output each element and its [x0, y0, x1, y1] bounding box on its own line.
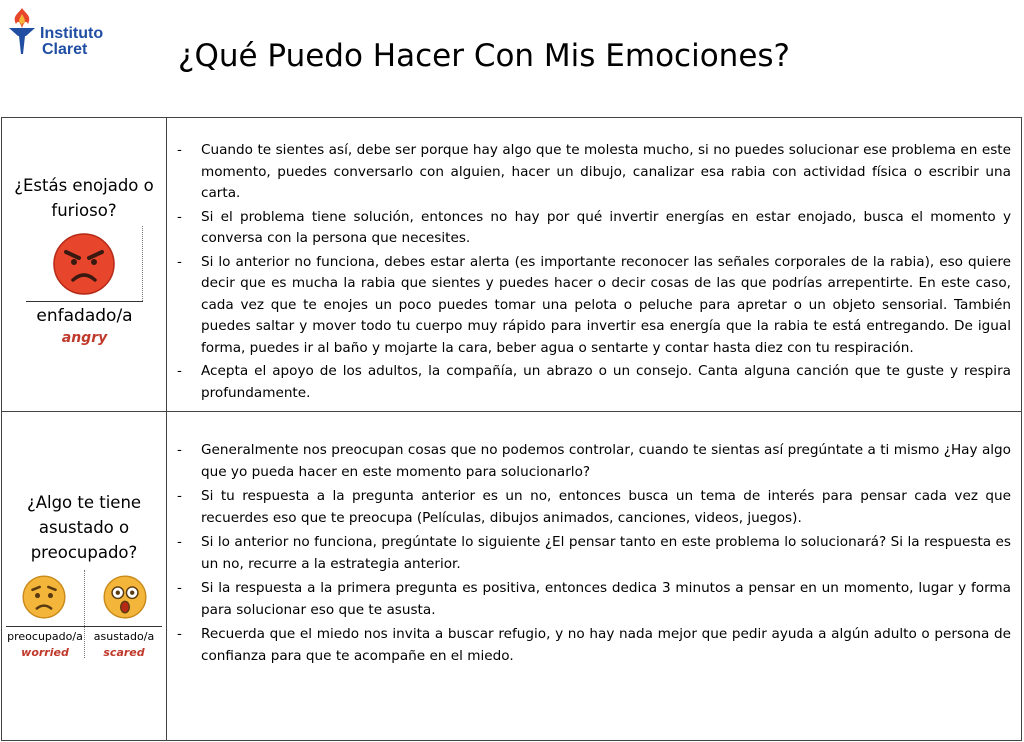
strategies-cell	[167, 412, 1021, 740]
scared-face-icon	[102, 574, 148, 620]
list-item: - Cuando te sientes así, debe ser porque hay algo que te molesta mucho, si no puedes solucionar ese problema en este momento, puedes conversarlo con alguien, hacer un dibujo, canalizar esa rabia con actividad física o escribir una carta.	[177, 140, 1011, 205]
emotion-cell	[2, 412, 167, 740]
emotion-question: ¿Estás enojado o furioso?	[14, 176, 154, 220]
list-item: - Acepta el apoyo de los adultos, la compañía, un abrazo o un consejo. Canta alguna canción que te guste y respira profundamente.	[177, 361, 1011, 404]
emotion-label-en: scared	[103, 646, 145, 659]
strategies-cell	[167, 118, 1021, 411]
logo-text-line1: Instituto	[40, 25, 104, 42]
page-title: ¿Qué Puedo Hacer Con Mis Emociones?	[178, 38, 790, 74]
list-item: - Si el problema tiene solución, entonces no hay por qué invertir energías en estar enojado, busca el momento y conversa con la persona que necesites.	[177, 207, 1011, 250]
emotions-table	[1, 117, 1022, 741]
list-item: - Generalmente nos preocupan cosas que no podemos controlar, cuando te sientas así pregúntate a ti mismo ¿Hay algo que yo pueda hacer en este momento para solucionarlo?	[177, 440, 1011, 483]
emotion-label-es: enfadado/a	[36, 306, 133, 326]
strategies-list	[177, 440, 1011, 670]
table-row	[2, 118, 1021, 412]
strategies-list	[177, 140, 1011, 406]
emotion-label-es: preocupado/a	[7, 630, 83, 643]
emotion-label-en: angry	[61, 330, 108, 346]
worried-face-icon	[21, 574, 67, 620]
list-item: - Recuerda que el miedo nos invita a buscar refugio, y no hay nada mejor que pedir ayuda a algún adulto o persona de confianza para que te acompañe en el miedo.	[177, 624, 1011, 667]
emotion-label-es: asustado/a	[93, 630, 155, 643]
logo-text-line2: Claret	[42, 41, 88, 58]
table-row	[2, 412, 1021, 740]
list-item: - Si la respuesta a la primera pregunta es positiva, entonces dedica 3 minutos a pensar en un momento, lugar y forma para solucionar eso que te asusta.	[177, 578, 1011, 621]
emotion-card-pair	[6, 570, 162, 660]
angry-face-icon	[52, 232, 116, 296]
emotion-card-angry	[26, 226, 143, 356]
emotion-cell	[2, 118, 167, 411]
list-item: - Si lo anterior no funciona, debes estar alerta (es importante reconocer las señales corporales de la rabia), eso quiere decir que es mucha la rabia que sientes y puedes hacer o decir cosas de las que podrías arrepentirte. En este caso, cada vez que te enojes un poco puedes tomar una pelota o peluche para apretar o un objeto sensorial. También puedes saltar y mover todo tu cuerpo muy rápido para invertir esa energía que la rabia te está entregando. De igual forma, puedes ir al baño y mojarte la cara, beber agua o sentarte y contar hasta diez con tu respiración.	[177, 252, 1011, 360]
emotion-label-en: worried	[21, 646, 69, 659]
emotion-question: ¿Algo te tiene asustado o preocupado?	[26, 493, 142, 562]
list-item: - Si lo anterior no funciona, pregúntate lo siguiente ¿El pensar tanto en este problema lo solucionará? Si la respuesta es un no, recurre a la estrategia anterior.	[177, 532, 1011, 575]
list-item: - Si tu respuesta a la pregunta anterior es un no, entonces busca un tema de interés para pensar cada vez que recuerdes eso que te preocupa (Películas, dibujos animados, canciones, videos, juegos).	[177, 486, 1011, 529]
